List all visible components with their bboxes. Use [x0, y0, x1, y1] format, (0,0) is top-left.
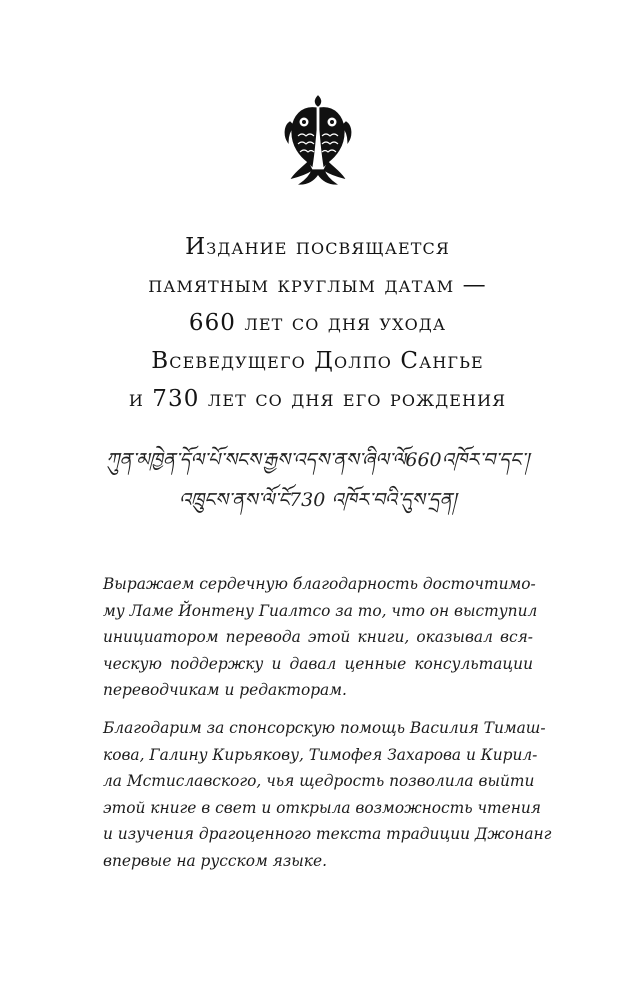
- paragraph-line: Благодарим за спонсорскую помощь Василия Тимаш-: [103, 719, 546, 737]
- paragraph-line: Выражаем сердечную благодарность досточтимо-: [103, 575, 536, 593]
- dedication-line: Издание посвящается: [185, 234, 450, 260]
- dedication-line: памятным круглым датам —: [148, 272, 487, 298]
- paragraph-line: впервые на русском языке.: [103, 851, 327, 870]
- tibetan-line: འཁྲུངས་ནས་ལོ་ངོ730 འཁོར་བའི་དུས་དྲན།: [178, 489, 457, 511]
- dedication-heading: [40, 228, 595, 418]
- dedication-line: и 730 лет со дня его рождения: [128, 386, 507, 412]
- paragraph-line: этой книге в свет и открыла возможность чтения: [103, 798, 541, 817]
- paragraph-line: ческую поддержку и давал ценные консультации: [103, 654, 533, 673]
- paragraph-line: переводчикам и редакторам.: [103, 681, 347, 699]
- sponsors-paragraph: [103, 715, 552, 874]
- paragraph-line: му Ламе Йонтену Гиалтсо за то, что он выступил: [103, 601, 538, 620]
- acknowledgement-paragraph: [103, 571, 538, 704]
- paragraph-line: ла Мстиславского, чья щедрость позволила выйти: [103, 772, 535, 790]
- dedication-line: 660 лет со дня ухода: [188, 310, 447, 336]
- tibetan-line: ཀུན་མཁྱེན་དོལ་པོ་སངས་རྒྱས་འདས་ནས་ཞིལ་ལོ660འཁོར་བ་དང་།: [105, 449, 530, 471]
- paragraph-line: кова, Галину Кирьякову, Тимофея Захарова и Кирил-: [103, 745, 538, 764]
- paragraph-line: инициатором перевода этой книги, оказывал вся-: [103, 628, 533, 646]
- paragraph-line: и изучения драгоценного текста традиции Джонанг: [103, 825, 552, 843]
- golden-fish-emblem-icon: [282, 92, 354, 188]
- tibetan-dedication: [60, 440, 575, 520]
- dedication-line: Всеведущего Долпо Сангье: [151, 348, 484, 374]
